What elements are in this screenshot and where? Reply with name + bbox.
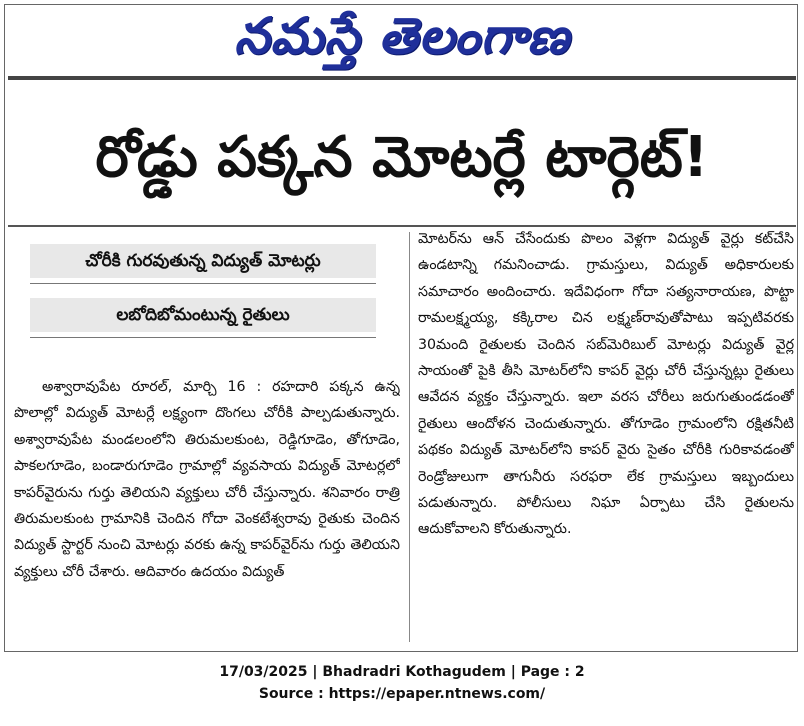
article-paragraph: మోటర్‌ను ఆన్ చేసేందుకు పొలం వెళ్లగా విద్యుత్ వైర్లు కట్‌చేసి ఉండటాన్ని గమనించాడు. గ్రామస్తులు, విద్యుత్ అధికారులకు సమాచారం అందించారు. ఇదేవిధంగా గోదా సత్యనారాయణ, పొట్టా రామలక్ష్మయ్య, కక్కిరాల చిన లక్ష్మణ్‌రావుతోపాటు ఇప్పటివరకు 30మంది రైతులకు చెందిన సబ్‌మెరిబుల్ మోటర్లు విద్యుత్ వైర్ల సాయంతో పైకి తీసి మోటర్‌లోని కాపర్ వైర్లు చోరీ చేస్తున్నట్లు రైతులు ఆవేదన వ్యక్తం చేస్తున్నారు. ఇలా వరస చోరీలు జరుగుతుండడంతో రైతులు ఆందోళన చెందుతున్నారు. తోగూడెం గ్రామంలోని రక్షితనీటి పథకం విద్యుత్ మోటర్‌లోని కాపర్ వైరు సైతం చోరీకి గురికావడంతో రెండ్రోజులుగా తాగునీరు సరఫరా లేక గ్రామస్తులు ఇబ్బందులు పడుతున్నారు. పోలీసులు నిఘా ఏర్పాటు చేసి రైతులను ఆదుకోవాలని కోరుతున్నారు. bbox=[418, 231, 794, 538]
article-paragraph: అశ్వారావుపేట రూరల్, మార్చి 16 : రహదారి పక్కన ఉన్న పొలాల్లో విద్యుత్ మోటర్లే లక్ష్యంగా దొంగలు చోరీకి పాల్పడుతున్నారు. అశ్వారావుపేట మండలంలోని తిరుమలకుంట, రెడ్డిగూడెం, తోగూడెం, పాకలగూడెం, బండారుగూడెం గ్రామాల్లో వ్యవసాయ విద్యుత్ మోటర్లలో కాపర్‌వైరును గుర్తు తెలియని వ్యక్తులు చోరీ చేస్తున్నారు. శనివారం రాత్రి తిరుమలకుంట గ్రామానికి చెందిన గోదా వెంకటేశ్వరావు రైతుకు చెందిన విద్యుత్ స్టార్టర్ నుంచి మోటర్లు వరకు ఉన్న కాపర్‌వైర్‌ను గుర్తు తెలియని వ్యక్తులు చోరీ చేశారు. ఆదివారం ఉదయం విద్యుత్ bbox=[14, 379, 400, 580]
subhead-rule bbox=[30, 337, 376, 338]
subhead-secondary: లబోదిబోమంటున్న రైతులు bbox=[30, 298, 376, 332]
masthead bbox=[0, 6, 804, 66]
column-divider bbox=[409, 232, 410, 642]
subhead-rule bbox=[30, 283, 376, 284]
masthead-logo: నమస్తే తెలంగాణ bbox=[234, 6, 570, 65]
article-column-left bbox=[14, 374, 400, 624]
article-column-right bbox=[418, 226, 794, 636]
footer-source: Source : https://epaper.ntnews.com/ bbox=[258, 686, 546, 702]
footer-dateline: 17/03/2025 | Bhadradri Kothagudem | Page : 2 bbox=[219, 664, 585, 680]
headline: రోడ్డు పక్కన మోటర్లే టార్గెట్! bbox=[95, 125, 709, 190]
masthead-rule bbox=[8, 76, 796, 80]
subhead-primary: చోరీకి గురవుతున్న విద్యుత్ మోటర్లు bbox=[30, 244, 376, 278]
